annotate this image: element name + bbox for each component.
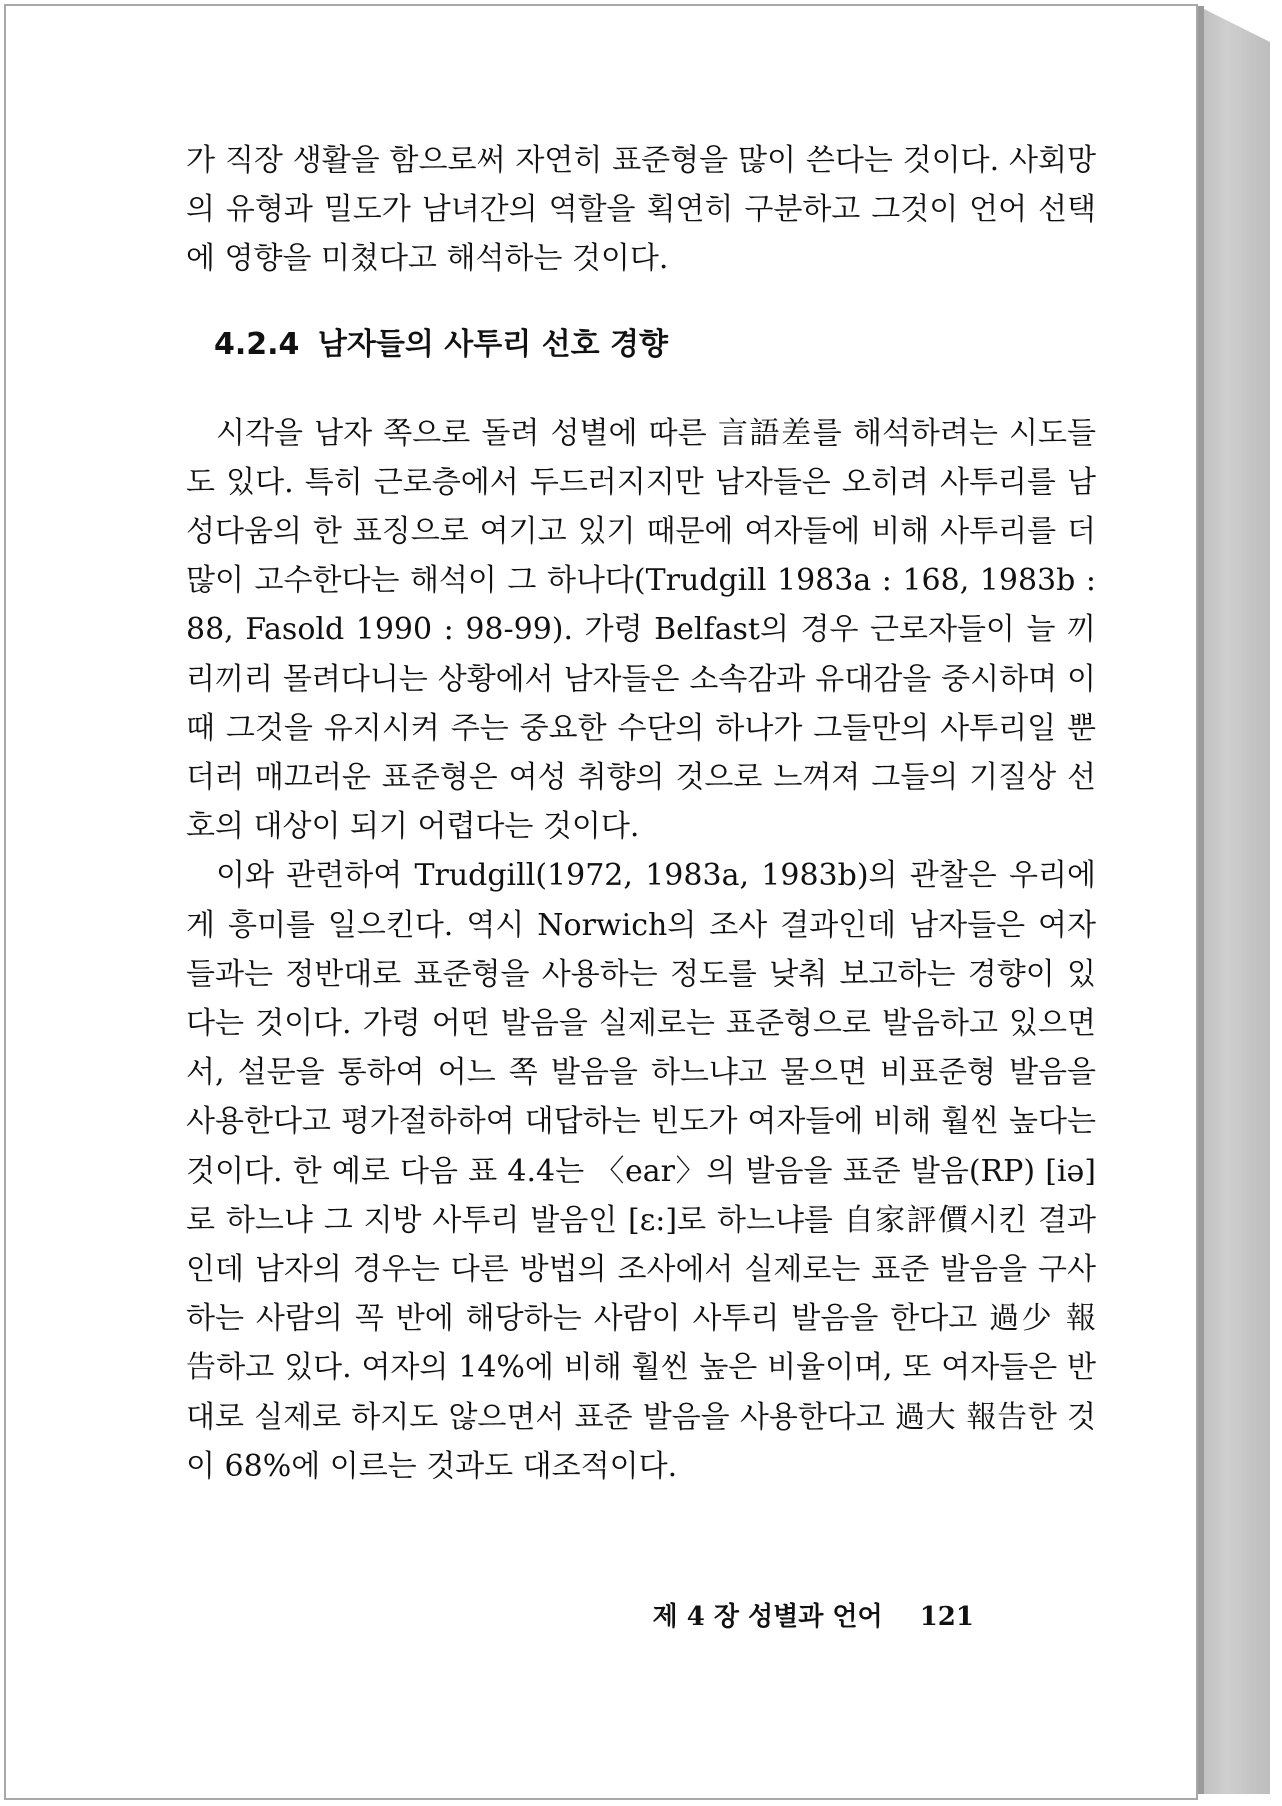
book-page <box>4 4 1198 1800</box>
paragraph-male-dialect: 시각을 남자 쪽으로 돌려 성별에 따른 言語差를 해석하려는 시도들도 있다. 특히 근로층에서 두드러지지만 남자들은 오히려 사투리를 남성다움의 한 표징으로 여기고 있기 때문에 여자들에 비해 사투리를 더 많이 고수한다는 해석이 그 하나다(Trudgill 1983a : 168, 1983b : 88, Fasold 1990 : 98-99). 가령 Belfast의 경우 근로자들이 늘 끼리끼리 몰려다니는 상황에서 남자들은 소속감과 유대감을 중시하며 이때 그것을 유지시켜 주는 중요한 수단의 하나가 그들만의 사투리일 뿐더러 매끄러운 표준형은 여성 취향의 것으로 느껴져 그들의 기질상 선호의 대상이 되기 어렵다는 것이다. <box>186 415 1096 845</box>
body-text <box>186 136 1096 1491</box>
running-footer <box>653 1596 974 1633</box>
section-number: 4.2.4 <box>214 326 300 362</box>
section-title: 남자들의 사투리 선호 경향 <box>317 326 668 362</box>
chapter-title: 제 4 장 성별과 언어 <box>652 1602 883 1632</box>
book-spine-shadow <box>1198 6 1204 1794</box>
paragraph-continued: 가 직장 생활을 함으로써 자연히 표준형을 많이 쓴다는 것이다. 사회망의 유형과 밀도가 남녀간의 역할을 획연히 구분하고 그것이 언어 선택에 영향을 미쳤다고 해석하는 것이다. <box>186 143 1096 277</box>
page-number: 121 <box>919 1602 974 1632</box>
paragraph-trudgill: 이와 관련하여 Trudgill(1972, 1983a, 1983b)의 관찰은 우리에게 흥미를 일으킨다. 역시 Norwich의 조사 결과인데 남자들은 여자들과는 정반대로 표준형을 사용하는 정도를 낮춰 보고하는 경향이 있다는 것이다. 가령 어떤 발음을 실제로는 표준형으로 발음하고 있으면서, 설문을 통하여 어느 쪽 발음을 하느냐고 물으면 비표준형 발음을 사용한다고 평가절하하여 대답하는 빈도가 여자들에 비해 훨씬 높다는 것이다. 한 예로 다음 표 4.4는 〈ear〉의 발음을 표준 발음(RP) [iə]로 하느냐 그 지방 사투리 발음인 [ɛ:]로 하느냐를 自家評價시킨 결과인데 남자의 경우는 다른 방법의 조사에서 실제로는 표준 발음을 구사하는 사람의 꼭 반에 해당하는 사람이 사투리 발음을 한다고 過少 報告하고 있다. 여자의 14%에 비해 훨씬 높은 비율이며, 또 여자들은 반대로 실제로 하지도 않으면서 표준 발음을 사용한다고 過大 報告한 것이 68%에 이르는 것과도 대조적이다. <box>186 858 1096 1484</box>
section-heading <box>186 284 1096 409</box>
book-page-edge <box>1198 6 1270 1794</box>
